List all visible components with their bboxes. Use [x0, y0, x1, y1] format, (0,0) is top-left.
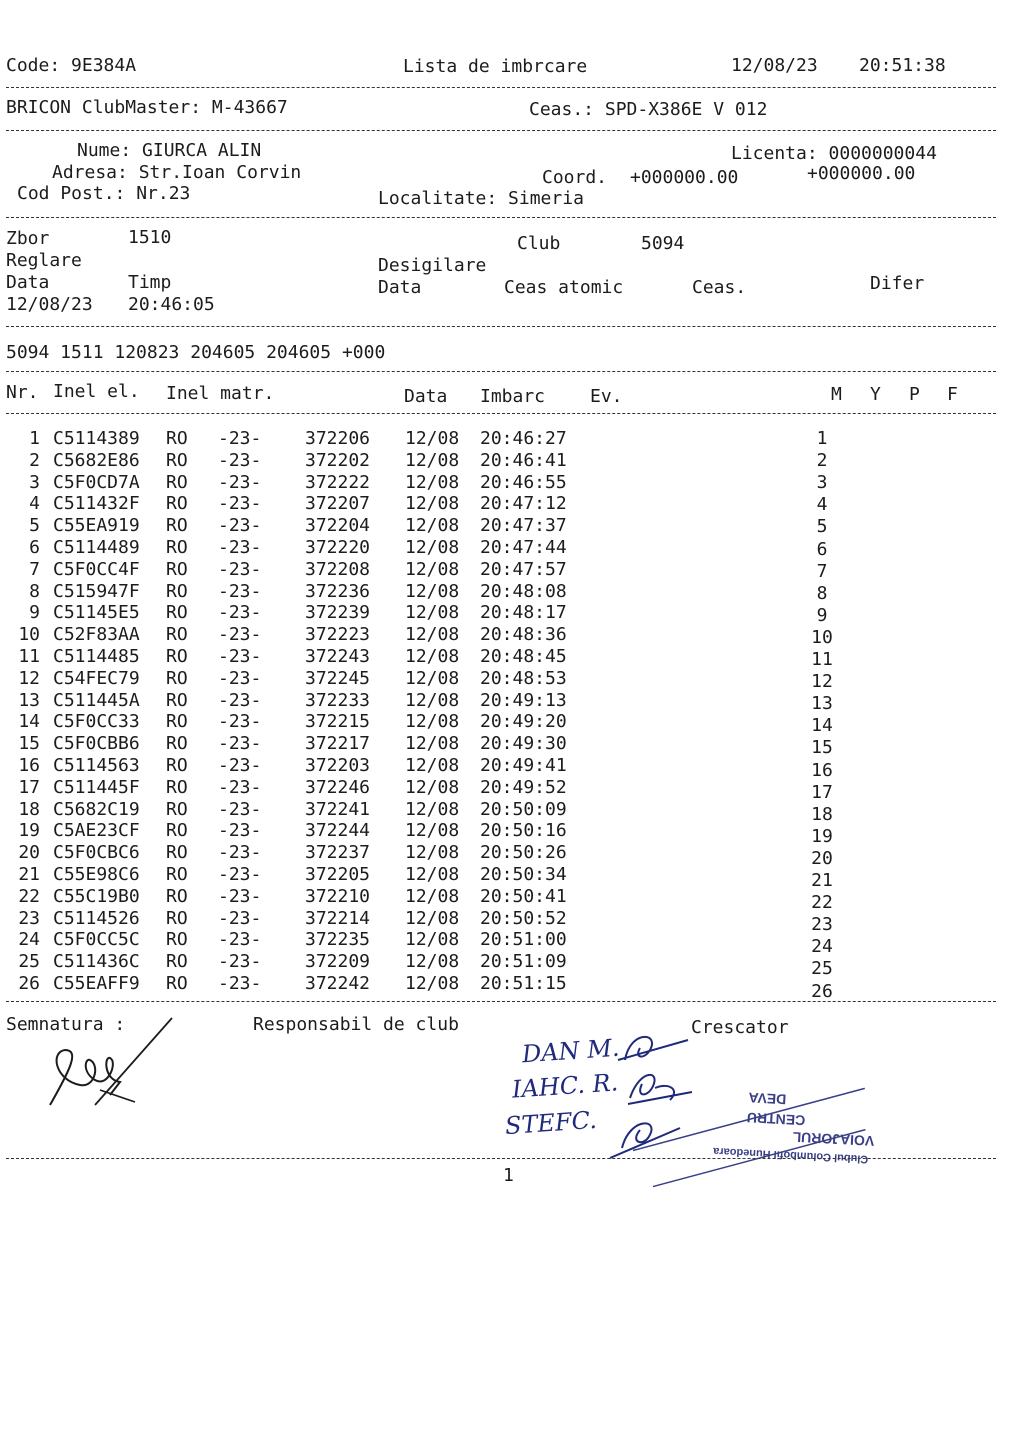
country-code: RO [166, 755, 188, 776]
country-code: RO [166, 558, 188, 580]
electronic-ring: C55C19B0 [53, 885, 140, 907]
divider [6, 326, 996, 327]
boarding-date: 12/08 [405, 755, 460, 776]
boarding-time: 20:49:13 [480, 689, 567, 711]
handwritten-name: STEFC. [504, 1105, 598, 1141]
coord-latitude: +000000.00 [630, 167, 739, 188]
m-count: 14 [811, 715, 833, 737]
ring-year: -23- [218, 907, 262, 929]
print-time: 20:51:38 [859, 55, 946, 76]
boarding-date: 12/08 [405, 733, 460, 755]
header-m: M [831, 384, 842, 405]
electronic-ring: C5682E86 [53, 449, 140, 471]
country-code: RO [166, 951, 188, 973]
electronic-ring: C5F0CD7A [53, 471, 140, 493]
country-code: RO [166, 973, 188, 994]
electronic-ring: C51145E5 [53, 602, 140, 624]
clubmaster-id: BRICON ClubMaster: M-43667 [6, 97, 288, 118]
boarding-time: 20:49:52 [480, 776, 567, 798]
code-line: 5094 1511 120823 204605 204605 +000 [6, 342, 386, 363]
zbor-label: Zbor [6, 228, 50, 249]
m-count: 17 [811, 781, 833, 803]
electronic-ring: C55E98C6 [53, 864, 140, 885]
clock-label: Ceas. [692, 277, 747, 298]
row-number: 11 [18, 646, 40, 667]
row-number: 23 [18, 907, 40, 929]
electronic-ring: C5F0CC4F [53, 558, 140, 580]
boarding-time: 20:46:55 [480, 471, 567, 493]
electronic-ring: C5114563 [53, 755, 140, 776]
boarding-time: 20:47:12 [480, 493, 567, 515]
country-code: RO [166, 646, 188, 667]
data-label: Data [6, 272, 50, 293]
divider [6, 217, 996, 218]
table-row [0, 428, 1000, 450]
boarding-time: 20:51:09 [480, 951, 567, 973]
m-count: 5 [816, 516, 828, 538]
registration-ring: 372220 [305, 537, 371, 558]
m-count: 24 [811, 936, 833, 958]
country-code: RO [166, 428, 188, 449]
m-count: 15 [811, 737, 833, 759]
signature-scribble [40, 1010, 190, 1120]
row-number: 8 [29, 580, 40, 602]
electronic-ring: C55EAFF9 [53, 973, 140, 994]
boarding-time: 20:48:53 [480, 667, 567, 689]
signature-label: Semnatura : [6, 1014, 126, 1035]
row-number: 17 [18, 776, 40, 798]
divider [6, 371, 996, 372]
registration-ring: 372202 [305, 449, 371, 471]
ring-year: -23- [218, 537, 262, 558]
country-code: RO [166, 885, 188, 907]
boarding-time: 20:51:15 [480, 973, 567, 994]
row-number: 13 [18, 689, 40, 711]
header-boarding: Imbarc [480, 386, 546, 407]
boarding-time: 20:50:26 [480, 842, 567, 864]
country-code: RO [166, 711, 188, 733]
registration-ring: 372242 [305, 973, 371, 994]
country-code: RO [166, 537, 188, 558]
print-date: 12/08/23 [731, 55, 818, 76]
row-number: 18 [18, 798, 40, 820]
registration-ring: 372204 [305, 515, 371, 537]
electronic-ring: C511436C [53, 951, 140, 973]
divider [6, 87, 996, 88]
registration-ring: 372210 [305, 885, 371, 907]
divider [6, 1158, 996, 1159]
header-ring-registration: Inel matr. [166, 383, 275, 404]
table-row [0, 755, 1000, 781]
country-code: RO [166, 580, 188, 602]
table-row [0, 973, 1000, 1002]
ring-year: -23- [218, 820, 262, 842]
table-row [0, 711, 1000, 737]
ring-year: -23- [218, 755, 262, 776]
electronic-ring: C5114389 [53, 428, 140, 449]
country-code: RO [166, 842, 188, 864]
row-number: 4 [29, 493, 40, 515]
electronic-ring: C5F0CBB6 [53, 733, 140, 755]
country-code: RO [166, 471, 188, 493]
boarding-date: 12/08 [405, 580, 460, 602]
boarding-time: 20:50:52 [480, 907, 567, 929]
boarding-time: 20:50:41 [480, 885, 567, 907]
electronic-ring: C511445A [53, 689, 140, 711]
boarding-date: 12/08 [405, 471, 460, 493]
ring-year: -23- [218, 428, 262, 449]
registration-ring: 372203 [305, 755, 371, 776]
boarding-date: 12/08 [405, 667, 460, 689]
m-count: 4 [816, 494, 828, 516]
divider [6, 130, 996, 131]
handwritten-name: DAN M. [521, 1033, 621, 1069]
country-code: RO [166, 689, 188, 711]
licence-number: Licenta: 0000000044 [731, 143, 937, 164]
ring-year: -23- [218, 515, 262, 537]
breeder-label: Crescator [691, 1017, 789, 1038]
m-count: 21 [811, 870, 833, 891]
desigilare-label: Desigilare [378, 255, 487, 276]
header-ring-electronic: Inel el. [53, 381, 140, 402]
country-code: RO [166, 515, 188, 537]
m-count: 12 [811, 671, 833, 693]
row-number: 14 [18, 711, 40, 733]
coord-longitude: +000000.00 [807, 163, 916, 184]
ring-year: -23- [218, 711, 262, 733]
row-number: 20 [18, 842, 40, 864]
country-code: RO [166, 667, 188, 689]
registration-ring: 372244 [305, 820, 371, 842]
registration-ring: 372206 [305, 428, 371, 449]
setting-time: 20:46:05 [128, 294, 215, 315]
electronic-ring: C5114485 [53, 646, 140, 667]
row-number: 5 [29, 515, 40, 537]
header-p: P [909, 384, 920, 405]
club-value: 5094 [641, 233, 685, 254]
m-count: 20 [811, 847, 833, 869]
boarding-time: 20:46:41 [480, 449, 567, 471]
electronic-ring: C511432F [53, 493, 140, 515]
m-count: 22 [811, 892, 833, 914]
ring-year: -23- [218, 493, 262, 515]
row-number: 12 [18, 667, 40, 689]
ring-year: -23- [218, 929, 262, 951]
registration-ring: 372233 [305, 689, 371, 711]
timp-label: Timp [128, 272, 172, 293]
electronic-ring: C511445F [53, 776, 140, 798]
row-number: 3 [29, 471, 40, 493]
table-row [0, 515, 1000, 537]
boarding-time: 20:48:36 [480, 624, 567, 646]
m-count: 10 [811, 626, 833, 648]
registration-ring: 372214 [305, 907, 371, 929]
m-count: 3 [816, 472, 828, 494]
boarding-date: 12/08 [405, 951, 460, 973]
row-number: 25 [18, 951, 40, 973]
zbor-value: 1510 [128, 227, 172, 248]
registration-ring: 372208 [305, 558, 371, 580]
row-number: 2 [29, 449, 40, 471]
country-code: RO [166, 907, 188, 929]
table-row [0, 472, 1000, 494]
row-number: 21 [18, 864, 40, 885]
table-row [0, 493, 1000, 515]
boarding-date: 12/08 [405, 449, 460, 471]
country-code: RO [166, 776, 188, 798]
boarding-time: 20:50:09 [480, 798, 567, 820]
registration-ring: 372237 [305, 842, 371, 864]
boarding-time: 20:47:57 [480, 558, 567, 580]
m-count: 9 [816, 604, 828, 626]
table-row [0, 842, 1000, 869]
m-count: 1 [816, 428, 828, 449]
country-code: RO [166, 820, 188, 842]
boarding-time: 20:49:41 [480, 755, 567, 776]
m-count: 18 [811, 803, 833, 825]
table-row [0, 667, 1000, 693]
boarding-time: 20:51:00 [480, 929, 567, 951]
registration-ring: 372235 [305, 929, 371, 951]
m-count: 2 [816, 450, 828, 472]
electronic-ring: C54FEC79 [53, 667, 140, 689]
registration-ring: 372205 [305, 864, 371, 885]
country-code: RO [166, 449, 188, 471]
ring-year: -23- [218, 776, 262, 798]
boarding-time: 20:47:44 [480, 537, 567, 558]
ring-year: -23- [218, 689, 262, 711]
boarding-date: 12/08 [405, 515, 460, 537]
row-number: 7 [29, 558, 40, 580]
boarding-date: 12/08 [405, 689, 460, 711]
boarding-time: 20:50:34 [480, 864, 567, 885]
data-label: Data [378, 277, 422, 298]
table-row [0, 885, 1000, 914]
table-row [0, 798, 1000, 825]
electronic-ring: C5AE23CF [53, 820, 140, 842]
table-row [0, 602, 1000, 624]
table-row [0, 537, 1000, 559]
table-row [0, 776, 1000, 803]
divider [6, 1001, 996, 1002]
row-number: 24 [18, 929, 40, 951]
page-number: 1 [503, 1165, 514, 1186]
country-code: RO [166, 733, 188, 755]
club-label: Club [517, 233, 561, 254]
boarding-date: 12/08 [405, 798, 460, 820]
boarding-date: 12/08 [405, 820, 460, 842]
registration-ring: 372236 [305, 580, 371, 602]
ring-year: -23- [218, 798, 262, 820]
boarding-time: 20:47:37 [480, 515, 567, 537]
boarding-date: 12/08 [405, 885, 460, 907]
electronic-ring: C52F83AA [53, 624, 140, 646]
handwritten-name: IAHC. R. [511, 1068, 620, 1104]
country-code: RO [166, 798, 188, 820]
ring-year: -23- [218, 449, 262, 471]
ring-year: -23- [218, 864, 262, 885]
row-number: 6 [29, 537, 40, 558]
table-row [0, 951, 1000, 980]
header-f: F [947, 384, 958, 405]
table-row [0, 820, 1000, 847]
ring-year: -23- [218, 558, 262, 580]
m-count: 8 [816, 582, 828, 604]
boarding-date: 12/08 [405, 929, 460, 951]
header-y: Y [870, 384, 881, 405]
svg-text:CENTRU: CENTRU [746, 1109, 806, 1129]
row-number: 26 [18, 973, 40, 994]
boarding-date: 12/08 [405, 864, 460, 885]
electronic-ring: C5682C19 [53, 798, 140, 820]
registration-ring: 372215 [305, 711, 371, 733]
table-row [0, 907, 1000, 936]
divider [6, 413, 996, 414]
ring-year: -23- [218, 602, 262, 624]
row-number: 9 [29, 602, 40, 624]
locality: Localitate: Simeria [378, 188, 584, 209]
boarding-date: 12/08 [405, 493, 460, 515]
ring-year: -23- [218, 624, 262, 646]
registration-ring: 372243 [305, 646, 371, 667]
coord-label: Coord. [542, 167, 608, 188]
registration-ring: 372239 [305, 602, 371, 624]
header-date: Data [404, 386, 448, 407]
registration-ring: 372217 [305, 733, 371, 755]
country-code: RO [166, 624, 188, 646]
boarding-time: 20:46:27 [480, 428, 567, 449]
electronic-ring: C55EA919 [53, 515, 140, 537]
boarding-time: 20:49:20 [480, 711, 567, 733]
ring-year: -23- [218, 973, 262, 994]
boarding-date: 12/08 [405, 711, 460, 733]
registration-ring: 372207 [305, 493, 371, 515]
ring-year: -23- [218, 733, 262, 755]
row-number: 22 [18, 885, 40, 907]
registration-ring: 372209 [305, 951, 371, 973]
header-event: Ev. [590, 386, 623, 407]
reglare-label: Reglare [6, 250, 82, 271]
electronic-ring: C5F0CC5C [53, 929, 140, 951]
m-count: 16 [811, 759, 833, 781]
row-number: 1 [29, 428, 40, 449]
boarding-date: 12/08 [405, 776, 460, 798]
m-count: 7 [816, 560, 828, 582]
boarding-date: 12/08 [405, 973, 460, 994]
boarding-date: 12/08 [405, 428, 460, 449]
ring-year: -23- [218, 580, 262, 602]
boarding-date: 12/08 [405, 907, 460, 929]
registration-ring: 372245 [305, 667, 371, 689]
m-count: 25 [811, 958, 833, 980]
atomic-clock-label: Ceas atomic [504, 277, 624, 298]
difference-label: Difer [870, 273, 925, 294]
boarding-date: 12/08 [405, 842, 460, 864]
ring-year: -23- [218, 471, 262, 493]
registration-ring: 372222 [305, 471, 371, 493]
header-nr: Nr. [6, 382, 39, 403]
boarding-date: 12/08 [405, 558, 460, 580]
table-row [0, 689, 1000, 715]
electronic-ring: C5114489 [53, 537, 140, 558]
document-title: Lista de imbrcare [403, 56, 588, 77]
row-number: 19 [18, 820, 40, 842]
svg-text:Clubul Columbofil Hunedoara: Clubul Columbofil Hunedoara [712, 1144, 869, 1165]
ring-year: -23- [218, 646, 262, 667]
row-number: 10 [18, 624, 40, 646]
clock-id: Ceas.: SPD-X386E V 012 [529, 99, 768, 120]
country-code: RO [166, 929, 188, 951]
ring-year: -23- [218, 842, 262, 864]
table-row [0, 581, 1000, 603]
boarding-date: 12/08 [405, 624, 460, 646]
m-count: 26 [811, 980, 833, 1002]
registration-ring: 372246 [305, 776, 371, 798]
registration-ring: 372223 [305, 624, 371, 646]
country-code: RO [166, 602, 188, 624]
table-row [0, 624, 1000, 646]
table-row [0, 646, 1000, 668]
electronic-ring: C5114526 [53, 907, 140, 929]
row-number: 15 [18, 733, 40, 755]
owner-address: Adresa: Str.Ioan Corvin [52, 162, 302, 183]
m-count: 23 [811, 914, 833, 936]
ring-year: -23- [218, 667, 262, 689]
electronic-ring: C5F0CBC6 [53, 842, 140, 864]
postcode: Cod Post.: Nr.23 [17, 183, 191, 204]
m-count: 13 [811, 693, 833, 715]
svg-text:DEVA: DEVA [748, 1089, 787, 1108]
club-stamp [630, 1058, 880, 1188]
boarding-time: 20:50:16 [480, 820, 567, 842]
document-code: Code: 9E384A [6, 55, 137, 76]
club-manager-label: Responsabil de club [253, 1014, 459, 1035]
boarding-time: 20:48:45 [480, 646, 567, 667]
ring-year: -23- [218, 885, 262, 907]
m-count: 6 [816, 538, 828, 560]
table-row [0, 450, 1000, 472]
table-row [0, 733, 1000, 759]
electronic-ring: C515947F [53, 580, 140, 602]
registration-ring: 372241 [305, 798, 371, 820]
setting-date: 12/08/23 [6, 294, 93, 315]
country-code: RO [166, 864, 188, 885]
table-row [0, 929, 1000, 958]
electronic-ring: C5F0CC33 [53, 711, 140, 733]
boarding-time: 20:49:30 [480, 733, 567, 755]
svg-text:VOIAJORUL: VOIAJORUL [792, 1128, 875, 1150]
ring-year: -23- [218, 951, 262, 973]
boarding-date: 12/08 [405, 602, 460, 624]
owner-name: Nume: GIURCA ALIN [77, 140, 262, 161]
country-code: RO [166, 493, 188, 515]
boarding-time: 20:48:08 [480, 580, 567, 602]
boarding-date: 12/08 [405, 537, 460, 558]
table-row [0, 559, 1000, 581]
row-number: 16 [18, 755, 40, 776]
m-count: 19 [811, 825, 833, 847]
boarding-date: 12/08 [405, 646, 460, 667]
boarding-time: 20:48:17 [480, 602, 567, 624]
table-row [0, 864, 1000, 891]
m-count: 11 [811, 649, 833, 670]
